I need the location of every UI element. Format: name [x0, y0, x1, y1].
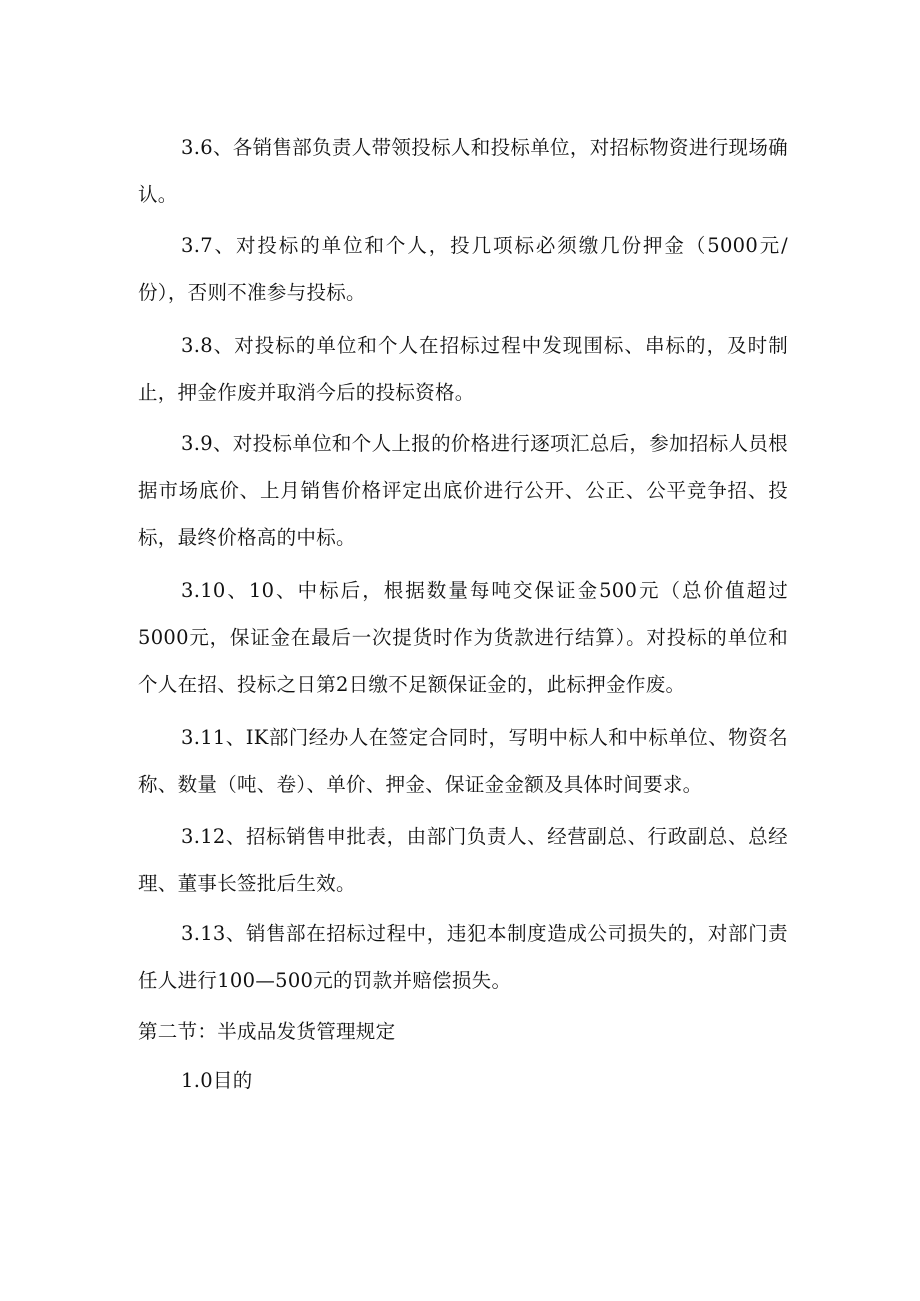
section-heading: 第二节：半成品发货管理规定 — [138, 1020, 396, 1043]
paragraph-3-10: 3.10、10、中标后，根据数量每吨交保证金500元（总价值超过5000元，保证金在最后一次提货时作为货款进行结算）。对投标的单位和个人在招、投标之日第2日缴不足额保证金的，此标押金作废。 — [138, 579, 788, 696]
paragraph-3-8: 3.8、对投标的单位和个人在招标过程中发现围标、串标的，及时制止，押金作废并取消今后的投标资格。 — [138, 334, 788, 404]
paragraph-3-11: 3.11、IK部门经办人在签定合同时，写明中标人和中标单位、物资名称、数量（吨、卷）、单价、押金、保证金金额及具体时间要求。 — [138, 726, 788, 796]
paragraph-3-7: 3.7、对投标的单位和个人，投几项标必须缴几份押金（5000元/份），否则不准参与投标。 — [138, 234, 788, 304]
subheading-purpose: 1.0目的 — [181, 1069, 253, 1092]
paragraph-3-6: 3.6、各销售部负责人带领投标人和投标单位，对招标物资进行现场确认。 — [138, 136, 788, 206]
paragraph-3-9: 3.9、对投标单位和个人上报的价格进行逐项汇总后，参加招标人员根据市场底价、上月销售价格评定出底价进行公开、公正、公平竞争招、投标，最终价格高的中标。 — [138, 432, 788, 549]
paragraph-3-12: 3.12、招标销售申批表，由部门负责人、经营副总、行政副总、总经理、董事长签批后生效。 — [138, 825, 788, 895]
paragraph-3-13: 3.13、销售部在招标过程中，违犯本制度造成公司损失的，对部门责任人进行100—500元的罚款并赔偿损失。 — [138, 922, 788, 992]
